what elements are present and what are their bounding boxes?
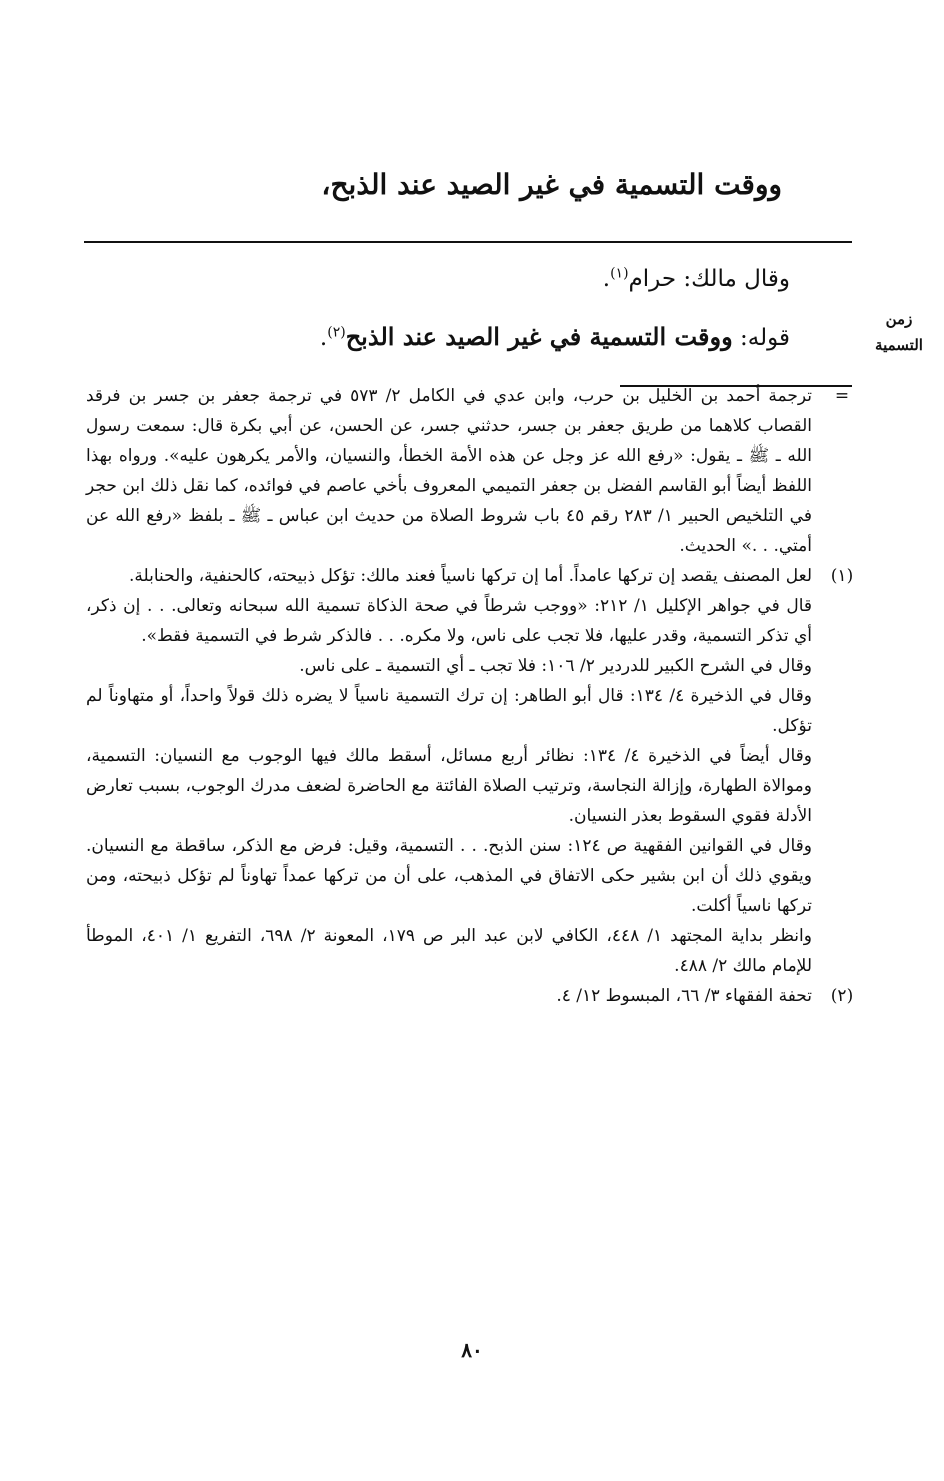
- footnote-2: [86, 981, 864, 1011]
- main-line-2-heading: ووقت التسمية في غير الصيد عند الذبح: [345, 322, 733, 351]
- main-text-line-1: [170, 266, 790, 292]
- footnote-2-marker: (٢): [830, 986, 854, 1006]
- footnote-1-paragraph-6: وقال في القوانين الفقهية ص ١٢٤: سنن الذبح. . . التسمية، وقيل: فرض مع الذكر، ساقطة مع النسيان. ويقوي ذلك أن ابن بشير حكى الاتفاق في المذهب، على أن من تركها عمداً تهاوناً لم تؤكل ذبيحته، ومن تركها ناسياً أكلت.: [86, 836, 812, 916]
- footnote-continuation-text: ترجمة أحمد بن الخليل بن حرب، وابن عدي في الكامل ٢/ ٥٧٣ في ترجمة جعفر بن جسر بن فرقد القصاب كلاهما من طريق جعفر بن جسر، حدثني جسر، عن الحسن، عن أبي بكرة قال: سمعت رسول الله ـ ﷺ ـ يقول: «رفع الله عز وجل عن هذه الأمة الخطأ، والنسيان، والأمر يكرهون عليه». ورواه بهذا اللفظ أيضاً أبو القاسم الفضل بن جعفر التميمي المعروف بأخي عاصم في فوائده، كما نقل ذلك ابن حجر في التلخيص الحبير ١/ ٢٨٣ رقم ٤٥ باب شروط الصلاة من حديث ابن عباس ـ ﷺ ـ بلفظ «رفع الله عن أمتي. . .» الحديث.: [86, 386, 812, 556]
- footnote-1: [86, 561, 864, 981]
- footnote-1-paragraph-5: وقال أيضاً في الذخيرة ٤/ ١٣٤: نظائر أربع مسائل، أسقط مالك فيها الوجوب مع النسيان: التسمية، وموالاة الطهارة، وإزالة النجاسة، وترتيب الصلاة الفائتة مع الحاضرة لضعف مدرك الوجوب، بسبب تعارض الأدلة فقوي السقوط بعذر النسيان.: [86, 746, 813, 826]
- footnotes-section: [86, 381, 864, 1011]
- footnote-1-marker: (١): [830, 566, 854, 586]
- footnote-ref-1[interactable]: (١): [610, 265, 629, 282]
- footnote-2-text: تحفة الفقهاء ٣/ ٦٦، المبسوط ١٢/ ٤.: [556, 986, 812, 1006]
- page-number: ٨٠: [461, 1338, 483, 1362]
- margin-note-line-2: التسمية: [875, 336, 923, 354]
- main-line-2-end: .: [319, 325, 328, 351]
- main-line-2-prefix: قوله:: [732, 325, 790, 351]
- main-text-line-2: [170, 322, 790, 351]
- running-header-title: ووقت التسمية في غير الصيد عند الذبح،: [321, 168, 782, 201]
- margin-note: [862, 306, 936, 358]
- main-line-1-end: .: [602, 266, 611, 292]
- footnote-ref-2[interactable]: (٢): [327, 324, 346, 341]
- footnote-1-paragraph-3: وقال في الشرح الكبير للدردير ٢/ ١٠٦: فلا تجب ـ أي التسمية ـ على ناس.: [299, 656, 812, 676]
- margin-note-line-1: زمن: [885, 310, 913, 328]
- footnote-1-paragraph-4: وقال في الذخيرة ٤/ ١٣٤: قال أبو الطاهر: إن ترك التسمية ناسياً لا يضره ذلك قولاً واحداً، أو متهاوناً لم تؤكل.: [86, 686, 812, 736]
- header-divider: [84, 241, 852, 243]
- footnote-1-paragraph-7: وانظر بداية المجتهد ١/ ٤٤٨، الكافي لابن عبد البر ص ١٧٩، المعونة ٢/ ٦٩٨، التفريع ١/ ٤٠١، الموطأ للإمام مالك ٢/ ٤٨٨.: [86, 926, 812, 976]
- footnote-1-paragraph-1: لعل المصنف يقصد إن تركها عامداً. أما إن تركها ناسياً فعند مالك: تؤكل ذبيحته، كالحنفية، والحنابلة.: [129, 566, 812, 586]
- main-line-1-text: وقال مالك: حرام: [628, 266, 790, 292]
- footnote-1-paragraph-2: قال في جواهر الإكليل ١/ ٢١٢: «ووجب شرطاً في صحة الذكاة تسمية الله سبحانه وتعالى. . . إن ذكر، أي تذكر التسمية، وقدر عليها، فلا تجب على ناس، ولا مكره. . . فالذكر شرط في التسمية فقط».: [86, 596, 813, 646]
- continuation-marker: =: [834, 386, 850, 406]
- footnote-continuation: [86, 381, 864, 561]
